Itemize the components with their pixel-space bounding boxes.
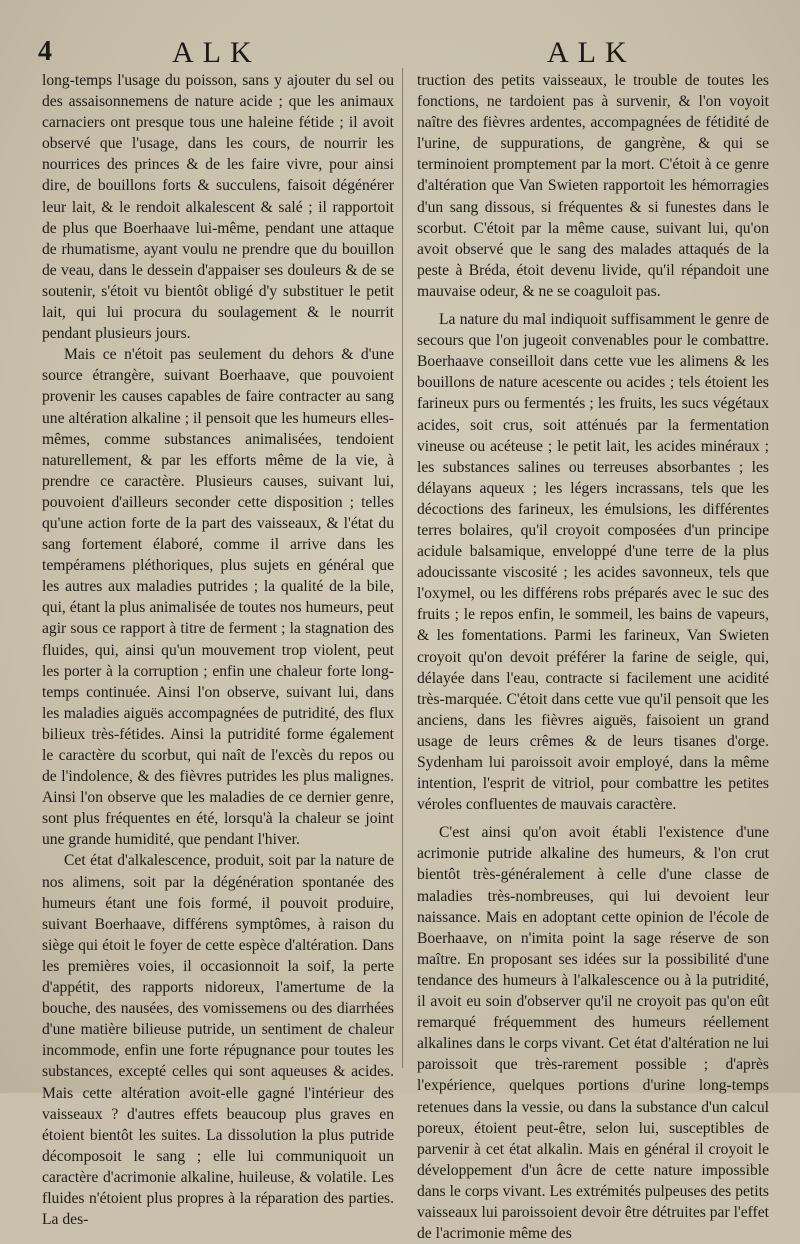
paragraph: C'est ainsi qu'on avoit établi l'existence d'une acrimonie putride alkaline des humeurs, & l'on crut bientôt très-généralement à celle d'une classe de maladies très-nombreuses, qui lui devoient leur naissance. Mais en adoptant cette opinion de l'école de Boerhaave, on n'imita point la sage réserve de son maître. En proposant ses idées sur la possibilité d'une tendance des humeurs à l'alkalescence ou à la putridité, il avoit eu soin d'observer qu'il ne croyoit pas qu'on eût remarqué fréquemment des humeurs réellement alkalines dans le corps vivant. Cet état d'altération ne lui paroissoit que très-rarement possible ; d'après l'expérience, quelques portions d'urine long-temps retenues dans la vessie, ou dans la substance d'un calcul poreux, étoient peut-être, selon lui, susceptibles de parvenir à cet état alkalin. Mais en général il croyoit le développement d'un âcre de cette nature impossible dans le corps vivant. Les extrémités pulpeuses des petits vaisseaux lui paroissoient devoir être détruites par l'effet de l'acrimonie même des <box>417 824 769 1243</box>
right-column <box>417 70 769 1244</box>
paragraph: Cet état d'alkalescence, produit, soit par la nature de nos alimens, soit par la dégénération spontanée des humeurs étant une fois formé, il pouvoit produire, suivant Boerhaave, différens symptômes, à raison du siège qui étoit le foyer de cette espèce d'altération. Dans les premières voies, il occasionnoit la soif, la perte d'appétit, des rapports nidoreux, l'amertume de la bouche, des nausées, des vomissemens ou des diarrhées d'une matière bilieuse putride, un sentiment de chaleur incommode, enfin une forte répugnance pour toutes les substances, excepté celles qui sont aqueuses & acides. Mais cette altération avoit-elle gagné l'intérieur des vaisseaux ? d'autres effets beaucoup plus graves en étoient bientôt les suites. La dissolution la plus putride décomposoit le sang ; elle lui communiquoit un caractère d'acrimonie alkaline, huileuse, & volatile. Les fluides n'étoient plus propres à la réparation des parties. La des- <box>42 852 394 1229</box>
page-header <box>0 34 800 70</box>
page-number: 4 <box>38 36 52 67</box>
paragraph: La nature du mal indiquoit suffisamment le genre de secours que l'on jugeoit convenables pour le combattre. Boerhaave conseilloit dans cette vue les alimens & les bouillons de nature acescente ou acides ; tels étoient les farineux purs ou fermentés ; les fruits, les sucs végétaux acides, soit crus, soit atténués par la fermentation vineuse ou acéteuse ; le petit lait, les acides minéraux ; les substances salines ou terreuses absorbantes ; les délayans aqueux ; les légers incrassans, tels que les décoctions des farineux, les émulsions, les différentes terres bolaires, qu'il croyoit composées d'un principe acidule balsamique, enveloppé d'une terre de la plus adoucissante viscosité ; les acides savonneux, tels que l'oxymel, ou les différens robs préparés avec le suc des fruits ; le repos enfin, le sommeil, les bains de vapeurs, & les fomentations. Parmi les farineux, Van Swieten croyoit qu'on devoit préférer la farine de seigle, qui, délayée dans l'eau, contracte si facilement une acidité très-marquée. C'étoit dans cette vue qu'il pensoit que les anciens, dans les fièvres aiguës, faisoient un grand usage de leurs crêmes & de leurs tisanes d'orge. Sydenham lui paroissoit avoir employé, dans la même intention, l'esprit de vitriol, pour combattre les petites véroles confluentes de mauvais caractère. <box>417 311 769 814</box>
paragraph: long-temps l'usage du poisson, sans y ajouter du sel ou des assaisonnemens de nature acide ; que les animaux carnaciers ont presque tous une haleine fétide ; il avoit observé que l'usage, dans les cours, de nourrir les nourrices des princes & de les faire vivre, pour ainsi dire, de bouillons forts & succulens, faisoit dégénérer leur lait, & le rendoit alkalescent & salé ; il rapportoit de plus que Boerhaave lui-même, pendant une attaque de rhumatisme, ayant voulu ne prendre que du bouillon de veau, dans le dessein d'appaiser ses douleurs & de se soutenir, s'étoit vu bientôt obligé d'y substituer le petit lait, qui lui procura du soulagement & le nourrit pendant plusieurs jours. <box>42 72 394 343</box>
running-head-right: ALK <box>547 36 636 69</box>
column-divider <box>402 68 403 1068</box>
running-head-left: ALK <box>172 36 261 69</box>
paragraph: Mais ce n'étoit pas seulement du dehors & d'une source étrangère, suivant Boerhaave, que pouvoient provenir les causes capables de faire contracter au sang une altération alkaline ; il pensoit que les humeurs elles-mêmes, comme substances animalisées, tendoient naturellement, & par les efforts même de la vie, à prendre ce caractère. Plusieurs causes, suivant lui, pouvoient d'ailleurs seconder cette disposition ; telles qu'une action forte de la part des vaisseaux, & l'état du sang fortement élaboré, comme il arrive dans les tempéramens pléthoriques, plus sujets en général que les autres aux maladies putrides ; la qualité de la bile, qui, étant la plus animalisée de toutes nos humeurs, peut agir sous ce rapport à titre de ferment ; la stagnation des fluides, qui, ainsi qu'un mouvement trop violent, peut les porter à la corruption ; enfin une chaleur forte long-temps continuée. Ainsi l'on observe, suivant lui, dans les maladies aiguës accompagnées de putridité, des flux bilieux très-fétides. Ainsi la putridité forme également le caractère du scorbut, qui naît de l'excès du repos ou de l'indolence, & des fièvres putrides les plus malignes. Ainsi l'on observe que les maladies de ce dernier genre, sont plus fréquentes en été, lorsqu'à la chaleur se joint une grande humidité, que pendant l'hiver. <box>42 346 394 849</box>
left-column <box>42 70 394 1230</box>
paragraph: truction des petits vaisseaux, le trouble de toutes les fonctions, ne tardoient pas à survenir, & l'on voyoit naître des fièvres ardentes, accompagnées de fétidité de l'urine, de suppurations, de gangrène, & qui se terminoient promptement par la mort. C'étoit à ce genre d'altération que Van Swieten rapportoit les hémorragies d'un sang dissous, si fréquentes & si funestes dans le scorbut. C'étoit par la même cause, suivant lui, qu'on avoit observé que le sang des malades attaqués de la peste à Bréda, étoit devenu livide, qu'il répandoit une mauvaise odeur, & ne se coaguloit pas. <box>417 72 769 300</box>
